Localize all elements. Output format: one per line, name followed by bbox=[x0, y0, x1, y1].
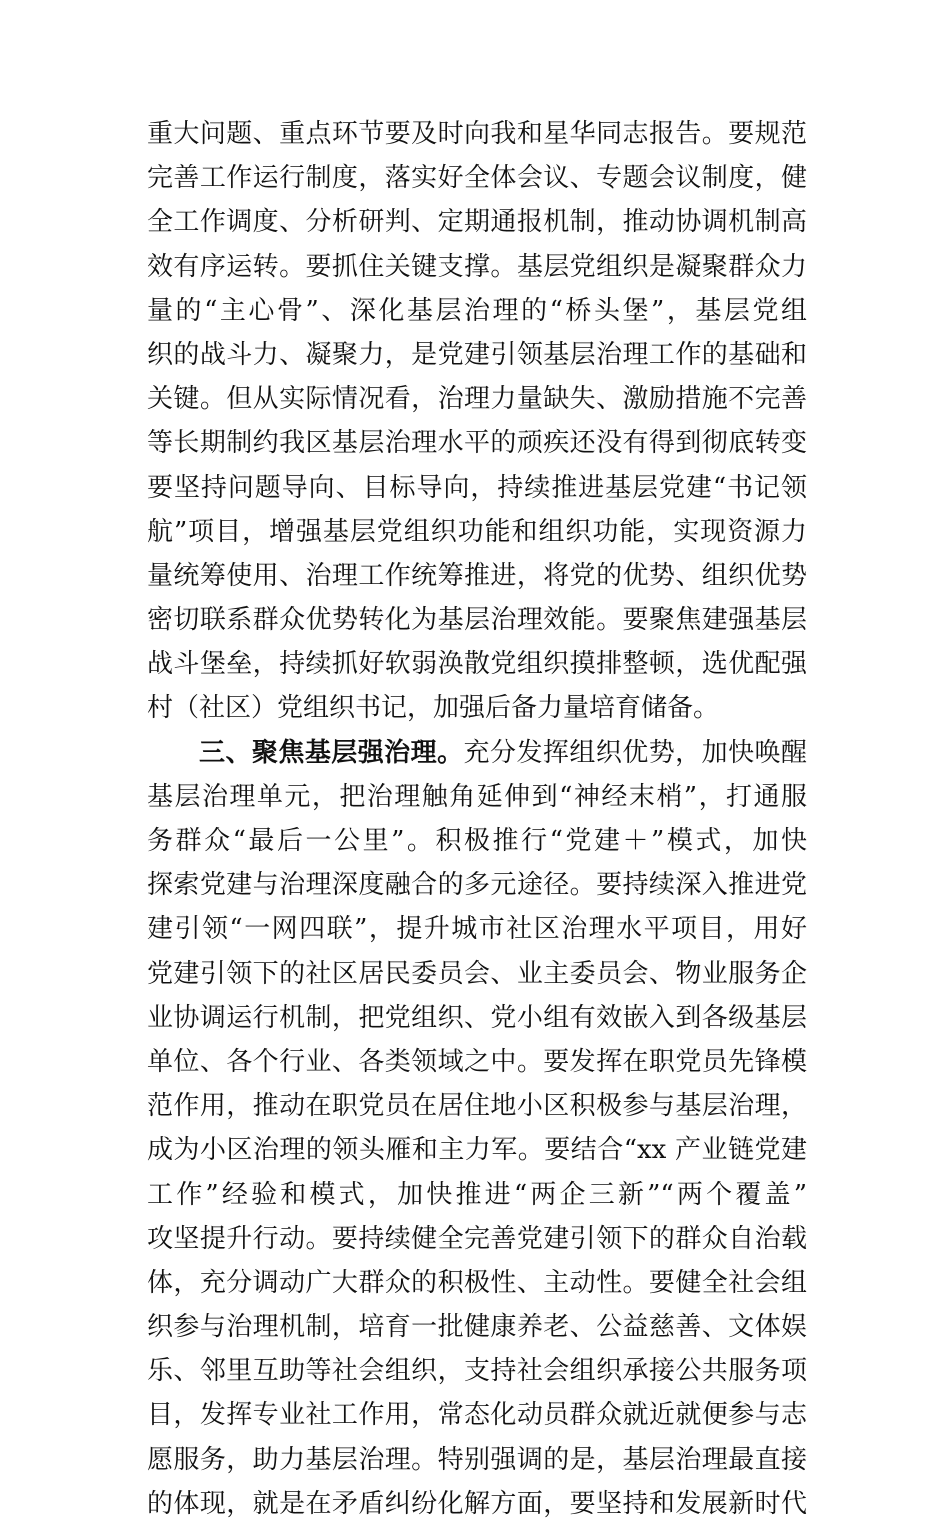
text-line: 航”项目，增强基层党组织功能和组织功能，实现资源力 bbox=[147, 516, 807, 547]
text-line: 目，发挥专业社工作用，常态化动员群众就近就便参与志 bbox=[147, 1400, 807, 1431]
text-run: 充分发挥组织优势，加快唤醒 bbox=[463, 737, 807, 768]
text-line: 成为小区治理的领头雁和主力军。要结合“xx 产业链党建 bbox=[147, 1135, 807, 1166]
text-line: 单位、各个行业、各类领域之中。要发挥在职党员先锋模 bbox=[147, 1046, 807, 1077]
text-line: 工作”经验和模式，加快推进“两企三新”“两个覆盖” bbox=[147, 1179, 807, 1210]
text-line: 量的“主心骨”、深化基层治理的“桥头堡”，基层党组 bbox=[147, 295, 807, 326]
text-line: 体，充分调动广大群众的积极性、主动性。要健全社会组 bbox=[147, 1267, 807, 1298]
text-line: 基层治理单元，把治理触角延伸到“神经末梢”，打通服 bbox=[147, 781, 807, 812]
text-line: 织的战斗力、凝聚力，是党建引领基层治理工作的基础和 bbox=[147, 339, 807, 370]
text-line: 效有序运转。要抓住关键支撑。基层党组织是凝聚群众力 bbox=[147, 251, 807, 282]
text-line: 织参与治理机制，培育一批健康养老、公益慈善、文体娱 bbox=[147, 1312, 807, 1343]
text-line: 密切联系群众优势转化为基层治理效能。要聚焦建强基层 bbox=[147, 605, 807, 636]
text-line: 业协调运行机制，把党组织、党小组有效嵌入到各级基层 bbox=[147, 1002, 807, 1033]
text-line: 全工作调度、分析研判、定期通报机制，推动协调机制高 bbox=[147, 207, 807, 238]
text-line: 要坚持问题导向、目标导向，持续推进基层党建“书记领 bbox=[147, 472, 807, 503]
text-line: 量统筹使用、治理工作统筹推进，将党的优势、组织优势 bbox=[147, 560, 807, 591]
text-line: 务群众“最后一公里”。积极推行“党建＋”模式，加快 bbox=[147, 826, 807, 856]
paragraph-1 bbox=[147, 112, 807, 731]
text-line: 战斗堡垒，持续抓好软弱涣散党组织摸排整顿，选优配强 bbox=[147, 649, 807, 680]
text-line: 建引领“一网四联”，提升城市社区治理水平项目，用好 bbox=[147, 914, 807, 945]
text-line: 愿服务，助力基层治理。特别强调的是，基层治理最直接 bbox=[147, 1444, 807, 1475]
paragraph-first-line bbox=[147, 731, 807, 775]
text-line: 完善工作运行制度，落实好全体会议、专题会议制度，健 bbox=[147, 163, 807, 194]
text-line: 党建引领下的社区居民委员会、业主委员会、物业服务企 bbox=[147, 958, 807, 989]
text-line: 范作用，推动在职党员在居住地小区积极参与基层治理， bbox=[147, 1091, 807, 1122]
section-heading: 三、聚焦基层强治理。 bbox=[199, 737, 464, 768]
paragraph-2 bbox=[147, 731, 807, 1526]
text-line: 探索党建与治理深度融合的多元途径。要持续深入推进党 bbox=[147, 870, 807, 901]
text-line: 重大问题、重点环节要及时向我和星华同志报告。要规范 bbox=[147, 119, 807, 149]
document-page bbox=[147, 112, 807, 1526]
text-line: 等长期制约我区基层治理水平的顽疾还没有得到彻底转变 bbox=[147, 428, 807, 459]
text-line: 关键。但从实际情况看，治理力量缺失、激励措施不完善 bbox=[147, 384, 807, 415]
text-line: 村（社区）党组织书记，加强后备力量培育储备。 bbox=[147, 693, 720, 724]
text-line: 的体现，就是在矛盾纠纷化解方面，要坚持和发展新时代 bbox=[147, 1488, 807, 1519]
text-line: 乐、邻里互助等社会组织，支持社会组织承接公共服务项 bbox=[147, 1356, 807, 1387]
text-line: 攻坚提升行动。要持续健全完善党建引领下的群众自治载 bbox=[147, 1223, 807, 1254]
